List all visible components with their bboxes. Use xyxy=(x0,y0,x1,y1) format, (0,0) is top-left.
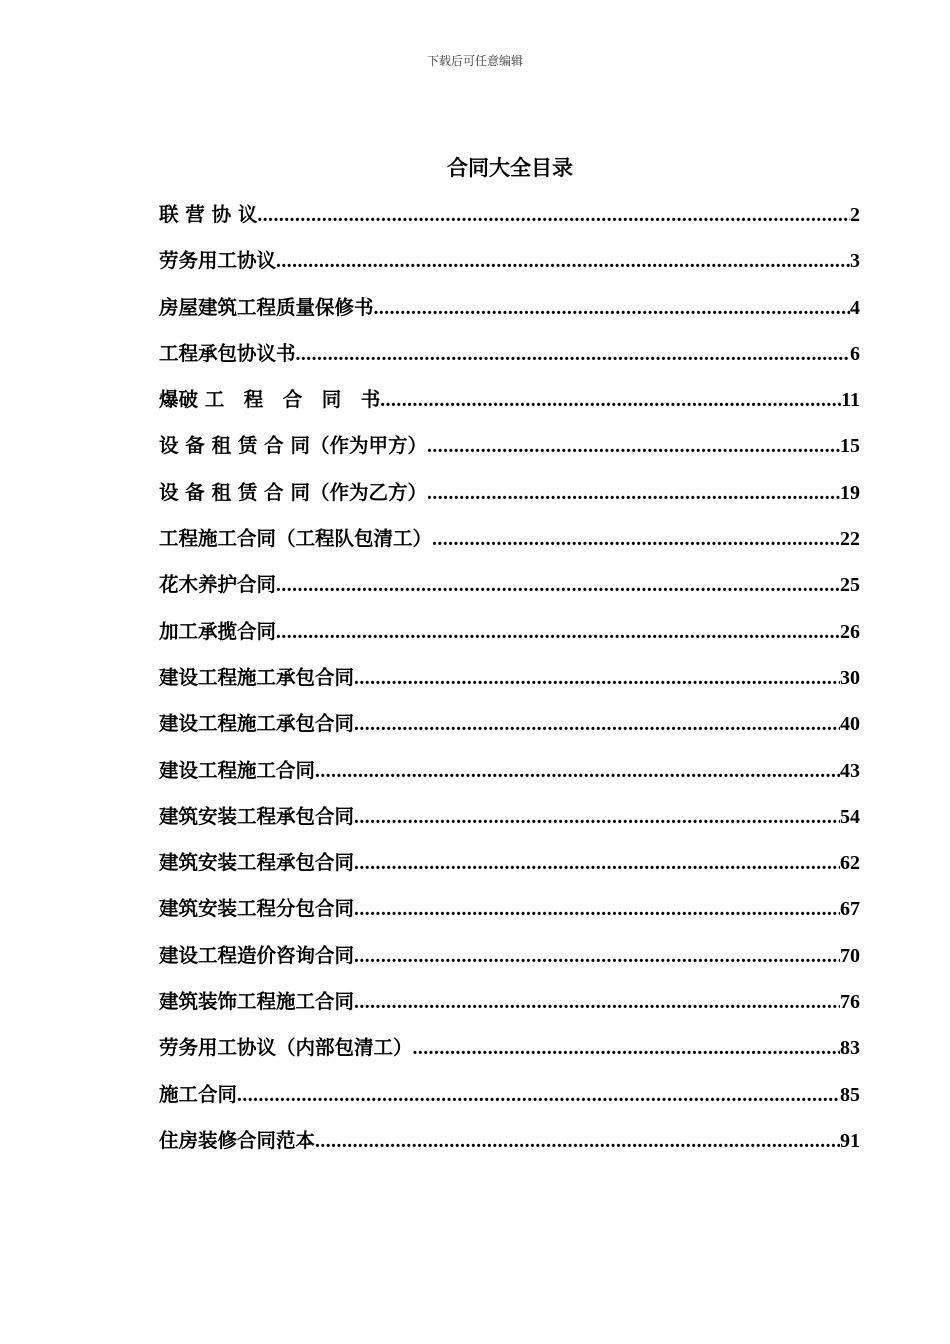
dot-leader xyxy=(276,251,850,273)
toc-entry-page: 4 xyxy=(850,296,860,319)
dot-leader xyxy=(296,344,850,366)
toc-entry-label: 花木养护合同 xyxy=(159,573,277,597)
dot-leader xyxy=(237,1085,840,1107)
toc-entry-label: 住房装修合同范本 xyxy=(159,1128,316,1152)
toc-entry[interactable] xyxy=(159,940,860,986)
toc-entry[interactable] xyxy=(159,662,860,708)
dot-leader xyxy=(257,205,850,227)
toc-entry-label: 建筑安装工程承包合同 xyxy=(159,804,355,828)
toc-entry[interactable] xyxy=(159,384,860,430)
toc-entry-page: 3 xyxy=(850,250,860,273)
toc-entry-label: 建筑装饰工程施工合同 xyxy=(159,990,355,1014)
toc-entry-label: 加工承揽合同 xyxy=(159,619,277,643)
toc-entry-page: 15 xyxy=(840,435,860,458)
dot-leader xyxy=(413,1038,840,1060)
dot-leader xyxy=(315,761,840,783)
header-note: 下载后可任意编辑 xyxy=(426,54,523,68)
toc-entry-label: 爆破 工 程 合 同 书 xyxy=(159,388,381,412)
dot-leader xyxy=(427,483,840,505)
toc-entry-page: 54 xyxy=(840,805,860,828)
toc-entry[interactable] xyxy=(159,523,860,569)
toc-entry-label: 工程承包协议书 xyxy=(159,341,296,365)
toc-title: 合同大全目录 xyxy=(447,155,573,180)
dot-leader xyxy=(354,899,840,921)
toc-entry[interactable] xyxy=(159,430,860,476)
toc-entry-page: 25 xyxy=(840,574,860,597)
toc-entry-page: 83 xyxy=(840,1037,860,1060)
toc-entry-label: 劳务用工协议 xyxy=(159,249,277,273)
toc-entry[interactable] xyxy=(159,199,860,245)
toc-entry-page: 11 xyxy=(841,389,860,412)
toc-entry-page: 26 xyxy=(840,620,860,643)
toc-entry[interactable] xyxy=(159,708,860,754)
toc-entry[interactable] xyxy=(159,292,860,338)
dot-leader xyxy=(354,992,840,1014)
toc-entry-label: 建设工程施工承包合同 xyxy=(159,665,355,689)
toc-entry-page: 40 xyxy=(840,713,860,736)
toc-entry-label: 施工合同 xyxy=(159,1082,238,1106)
toc-entry-page: 22 xyxy=(840,528,860,551)
toc-entry-label: 联 营 协 议 xyxy=(159,203,258,226)
toc-entry-label: 建筑安装工程分包合同 xyxy=(159,897,355,921)
toc-entry[interactable] xyxy=(159,801,860,847)
dot-leader xyxy=(354,807,840,829)
toc-entry[interactable] xyxy=(159,1032,860,1078)
toc-entry-label: 建设工程施工合同 xyxy=(159,758,316,782)
toc-entry-page: 2 xyxy=(850,204,860,226)
toc-entry[interactable] xyxy=(159,1125,860,1171)
toc-entry[interactable] xyxy=(159,847,860,893)
toc-entry[interactable] xyxy=(159,477,860,523)
toc-entry-page: 43 xyxy=(840,759,860,782)
toc-entry[interactable] xyxy=(159,1079,860,1125)
toc-entry[interactable] xyxy=(159,755,860,801)
toc-entry-page: 6 xyxy=(850,342,860,365)
dot-leader xyxy=(276,622,840,644)
toc-entry-page: 76 xyxy=(840,991,860,1014)
toc-list xyxy=(159,199,860,1171)
dot-leader xyxy=(432,529,840,551)
toc-entry-label: 房屋建筑工程质量保修书 xyxy=(159,295,374,319)
toc-entry[interactable] xyxy=(159,893,860,939)
dot-leader xyxy=(354,714,840,736)
toc-entry-label: 设 备 租 赁 合 同（作为乙方） xyxy=(159,480,427,504)
dot-leader xyxy=(315,1131,840,1153)
toc-entry[interactable] xyxy=(159,986,860,1032)
toc-entry-page: 30 xyxy=(840,666,860,689)
toc-entry-page: 91 xyxy=(840,1129,860,1152)
toc-entry[interactable] xyxy=(159,616,860,662)
toc-entry-page: 62 xyxy=(840,852,860,875)
dot-leader xyxy=(354,853,840,875)
toc-entry-page: 67 xyxy=(840,898,860,921)
toc-entry-label: 设 备 租 赁 合 同（作为甲方） xyxy=(159,434,427,458)
dot-leader xyxy=(276,575,840,597)
dot-leader xyxy=(427,436,840,458)
toc-entry-page: 19 xyxy=(840,481,860,504)
toc-entry-page: 70 xyxy=(840,944,860,967)
toc-entry[interactable] xyxy=(159,338,860,384)
toc-entry-label: 建设工程施工承包合同 xyxy=(159,712,355,736)
toc-entry[interactable] xyxy=(159,245,860,291)
toc-entry[interactable] xyxy=(159,569,860,615)
dot-leader xyxy=(374,298,850,320)
toc-entry-label: 建筑安装工程承包合同 xyxy=(159,851,355,875)
toc-entry-label: 建设工程造价咨询合同 xyxy=(159,943,355,967)
dot-leader xyxy=(354,668,840,690)
dot-leader xyxy=(380,390,841,412)
toc-entry-label: 劳务用工协议（内部包清工） xyxy=(159,1036,413,1060)
dot-leader xyxy=(354,946,840,968)
toc-entry-page: 85 xyxy=(840,1083,860,1106)
toc-entry-label: 工程施工合同（工程队包清工） xyxy=(159,527,433,551)
